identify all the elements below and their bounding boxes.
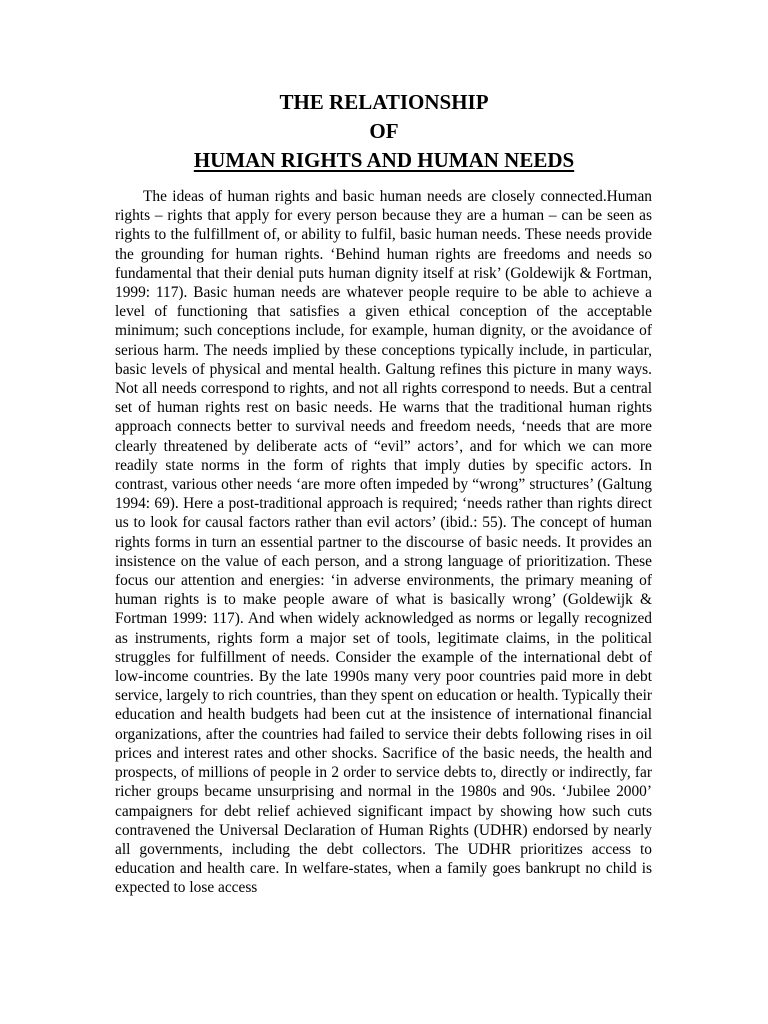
title-line-2: OF [369, 119, 399, 143]
document-title [0, 88, 768, 175]
title-line-1: THE RELATIONSHIP [279, 90, 489, 114]
title-line-3: HUMAN RIGHTS AND HUMAN NEEDS [193, 148, 575, 172]
body-paragraph: The ideas of human rights and basic human needs are closely connected.Human rights – rights that apply for every person because they are a human – can be seen as rights to the fulfillment of, or ability to fulfil, basic human needs. These needs provide the grounding for human rights. ‘Behind human rights are freedoms and needs so fundamental that their denial puts human dignity itself at risk’ (Goldewijk & Fortman, 1999: 117). Basic human needs are whatever people require to be able to achieve a level of functioning that satisfies a given ethical conception of the acceptable minimum; such conceptions include, for example, human dignity, or the avoidance of serious harm. The needs implied by these conceptions typically include, in particular, basic levels of physical and mental health. Galtung refines this picture in many ways. Not all needs correspond to rights, and not all rights correspond to needs. But a central set of human rights rest on basic needs. He warns that the traditional human rights approach connects better to survival needs and freedom needs, ‘needs that are more clearly threatened by deliberate acts of “evil” actors’, and for which we can more readily state norms in the form of rights that imply duties by specific actors. In contrast, various other needs ‘are more often impeded by “wrong” structures’ (Galtung 1994: 69). Here a post-traditional approach is required; ‘needs rather than rights direct us to look for causal factors rather than evil actors’ (ibid.: 55). The concept of human rights forms in turn an essential partner to the discourse of basic needs. It provides an insistence on the value of each person, and a strong language of prioritization. These focus our attention and energies: ‘in adverse environments, the primary meaning of human rights is to make people aware of what is basically wrong’ (Goldewijk & Fortman 1999: 117). And when widely acknowledged as norms or legally recognized as instruments, rights form a major set of tools, legitimate claims, in the political struggles for fulfillment of needs. Consider the example of the international debt of low-income countries. By the late 1990s many very poor countries paid more in debt service, largely to rich countries, than they spent on education or health. Typically their education and health budgets had been cut at the insistence of international financial organizations, after the countries had failed to service their debts following rises in oil prices and interest rates and other shocks. Sacrifice of the basic needs, the health and prospects, of millions of people in 2 order to service debts to, directly or indirectly, far richer groups became unsurprising and normal in the 1980s and 90s. ‘Jubilee 2000’ campaigners for debt relief achieved significant impact by showing how such cuts contravened the Universal Declaration of Human Rights (UDHR) endorsed by nearly all governments, including the debt collectors. The UDHR prioritizes access to education and health care. In welfare-states, when a family goes bankrupt no child is expected to lose access [115, 188, 652, 897]
